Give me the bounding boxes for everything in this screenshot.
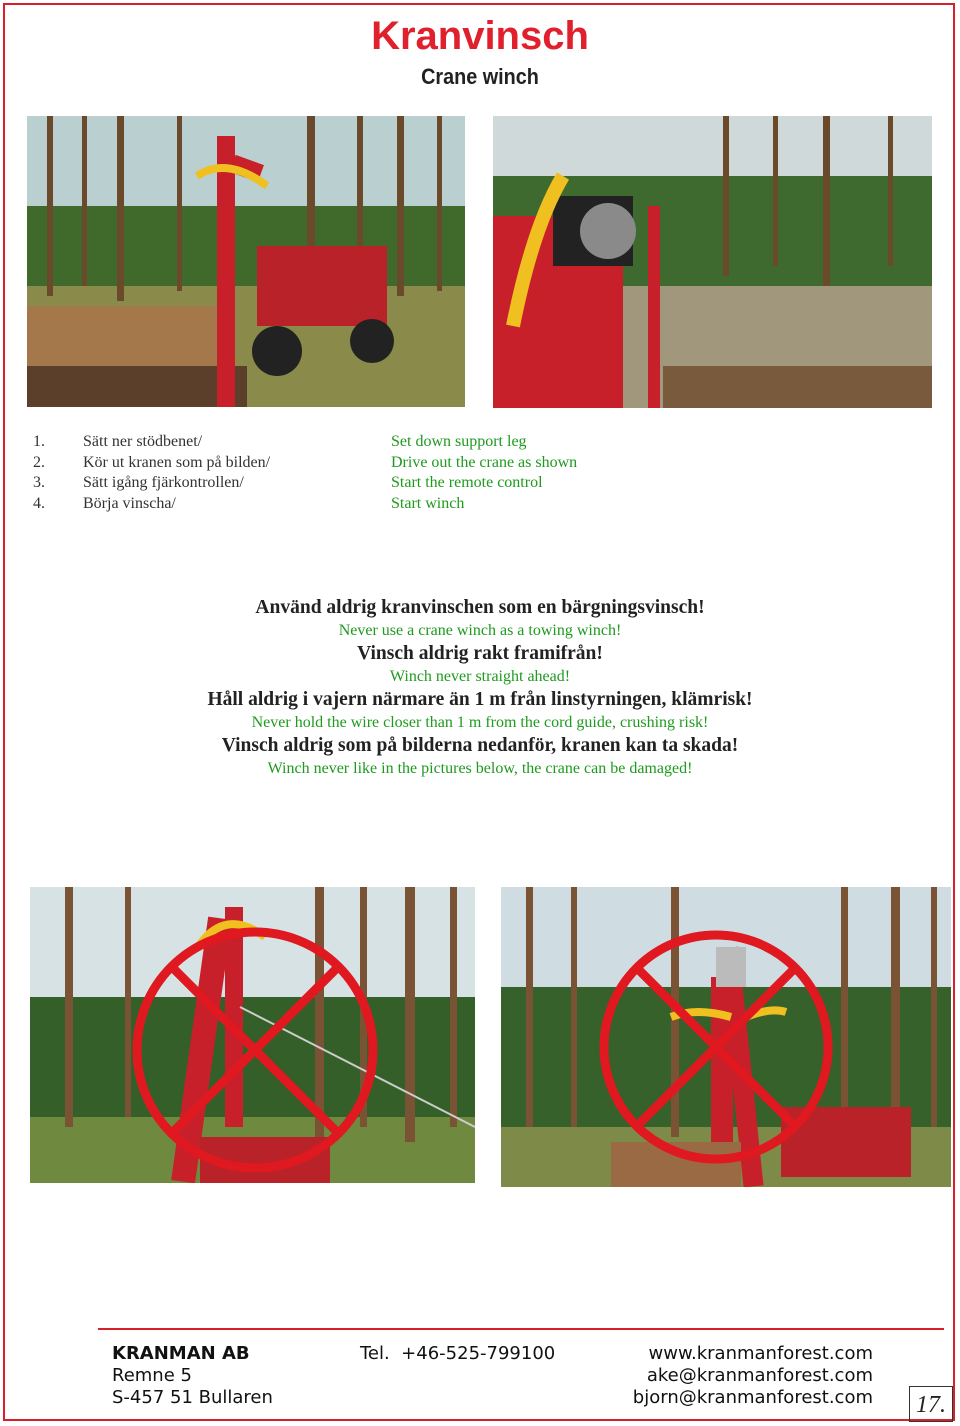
- footer-divider: [98, 1328, 944, 1330]
- step-number: 1.: [33, 433, 45, 450]
- step-text-english: Drive out the crane as shown: [391, 453, 578, 471]
- page-number: 17.: [909, 1386, 953, 1422]
- warning-swedish: Vinsch aldrig som på bilderna nedanför, kranen kan ta skada!: [221, 735, 739, 756]
- photo-crane-atv: [27, 116, 465, 407]
- page-subtitle: Crane winch: [421, 64, 539, 89]
- company-street: Remne 5: [112, 1365, 192, 1386]
- photo-wrong-winching-2: [501, 887, 951, 1187]
- warning-english: Winch never like in the pictures below, the crane can be damaged!: [267, 760, 693, 777]
- warning-english: Never use a crane winch as a towing winch!: [338, 622, 622, 639]
- warning-english: Never hold the wire closer than 1 m from the cord guide, crushing risk!: [251, 714, 709, 731]
- step-text-swedish: Börja vinscha/: [83, 495, 176, 513]
- step-text-english: Set down support leg: [391, 433, 527, 450]
- step-text-english: Start the remote control: [391, 474, 543, 492]
- company-city: S-457 51 Bullaren: [112, 1387, 273, 1408]
- step-number: 3.: [33, 474, 45, 492]
- step-text-swedish: Sätt ner stödbenet/: [83, 433, 203, 450]
- company-email-bjorn[interactable]: bjorn@kranmanforest.com: [632, 1387, 873, 1408]
- page-title: Kranvinsch: [371, 14, 589, 58]
- photo-wrong-winching-1: [30, 887, 475, 1183]
- photo-winch-closeup: [493, 116, 932, 408]
- company-name: KRANMAN AB: [112, 1343, 250, 1364]
- company-phone: Tel. +46-525-799100: [360, 1343, 556, 1364]
- warning-block: [0, 596, 960, 780]
- warning-swedish: Vinsch aldrig rakt framifrån!: [357, 643, 603, 664]
- company-website[interactable]: www.kranmanforest.com: [648, 1343, 873, 1364]
- warning-swedish: Använd aldrig kranvinschen som en bärgningsvinsch!: [255, 597, 705, 618]
- warning-english: Winch never straight ahead!: [389, 668, 571, 685]
- step-number: 4.: [33, 495, 45, 513]
- warning-swedish: Håll aldrig i vajern närmare än 1 m från linstyrningen, klämrisk!: [207, 689, 753, 710]
- step-number: 2.: [33, 453, 45, 471]
- step-text-english: Start winch: [391, 495, 465, 513]
- step-text-swedish: Kör ut kranen som på bilden/: [83, 453, 271, 471]
- step-text-swedish: Sätt igång fjärkontrollen/: [83, 474, 244, 492]
- company-email-ake[interactable]: ake@kranmanforest.com: [646, 1365, 873, 1386]
